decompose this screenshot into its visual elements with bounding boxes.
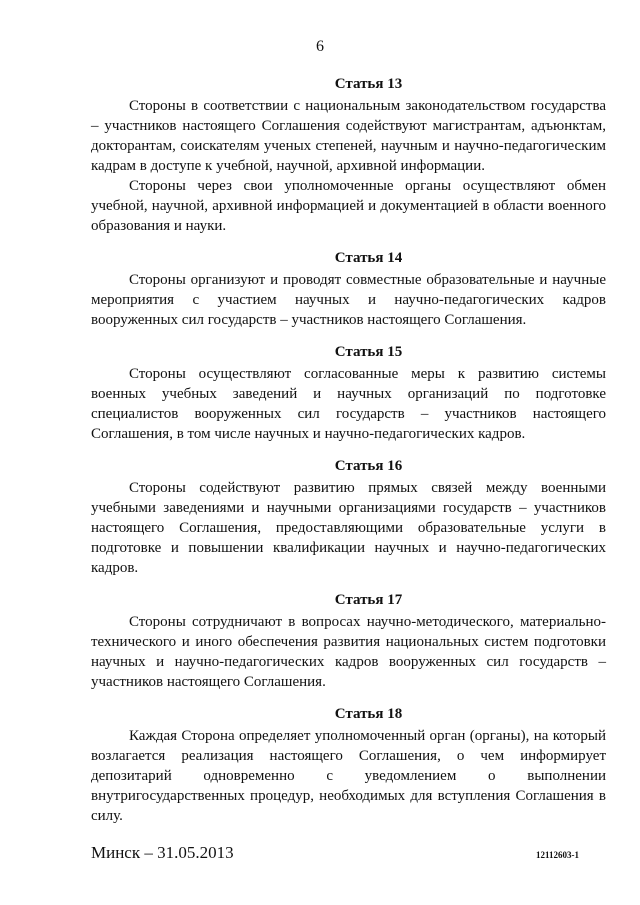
article-13 — [91, 74, 606, 236]
article-paragraph: Стороны содействуют развитию прямых связей между военными учебными заведениями и научными организациями государств – участников настоящего Соглашения, предоставляющими образовательные услуги в подготовке и повышении квалификации научных и научно-педагогических кадров. — [91, 480, 606, 576]
article-paragraph: Стороны осуществляют согласованные меры к развитию системы военных учебных заведений и научных организаций по подготовке специалистов вооруженных сил государств – участников настоящего Соглашения, в том числе научных и научно-педагогических кадров. — [91, 366, 606, 442]
article-title: Статья 15 — [334, 344, 403, 360]
footer-place-date: Минск – 31.05.2013 — [91, 843, 234, 862]
article-17 — [91, 590, 606, 692]
article-paragraph: Стороны в соответствии с национальным законодательством государства – участников настоящего Соглашения содействуют магистрантам, адъюнктам, докторантам, соискателям ученых степеней, научным и научно-педагогическим кадрам в доступе к учебной, научной, архивной информации. — [91, 98, 606, 174]
article-title: Статья 18 — [334, 706, 403, 722]
page-number: 6 — [316, 38, 324, 55]
footer-doc-code: 12112603-1 — [536, 850, 580, 860]
article-16 — [91, 456, 606, 578]
article-paragraph: Стороны через свои уполномоченные органы осуществляют обмен учебной, научной, архивной информацией и документацией в области военного образования и науки. — [91, 178, 606, 234]
article-paragraph: Стороны сотрудничают в вопросах научно-методического, материально-технического и иного обеспечения развития национальных систем подготовки научных и научно-педагогических кадров вооруженных сил государств – участников настоящего Соглашения. — [91, 614, 606, 690]
article-14 — [91, 248, 606, 330]
article-paragraph: Стороны организуют и проводят совместные образовательные и научные мероприятия с участием научных и научно-педагогических кадров вооруженных сил государств – участников настоящего Соглашения. — [91, 272, 606, 328]
article-18 — [91, 704, 606, 826]
article-title: Статья 17 — [334, 592, 403, 608]
article-title: Статья 13 — [334, 76, 403, 92]
article-title: Статья 16 — [334, 458, 403, 474]
article-15 — [91, 342, 606, 444]
article-paragraph: Каждая Сторона определяет уполномоченный орган (органы), на который возлагается реализация настоящего Соглашения, о чем информирует депозитарий одновременно с уведомлением о выполнении внутригосударственных процедур, необходимых для вступления Соглашения в силу. — [91, 728, 606, 824]
article-title: Статья 14 — [334, 250, 403, 266]
document-body — [91, 74, 606, 838]
